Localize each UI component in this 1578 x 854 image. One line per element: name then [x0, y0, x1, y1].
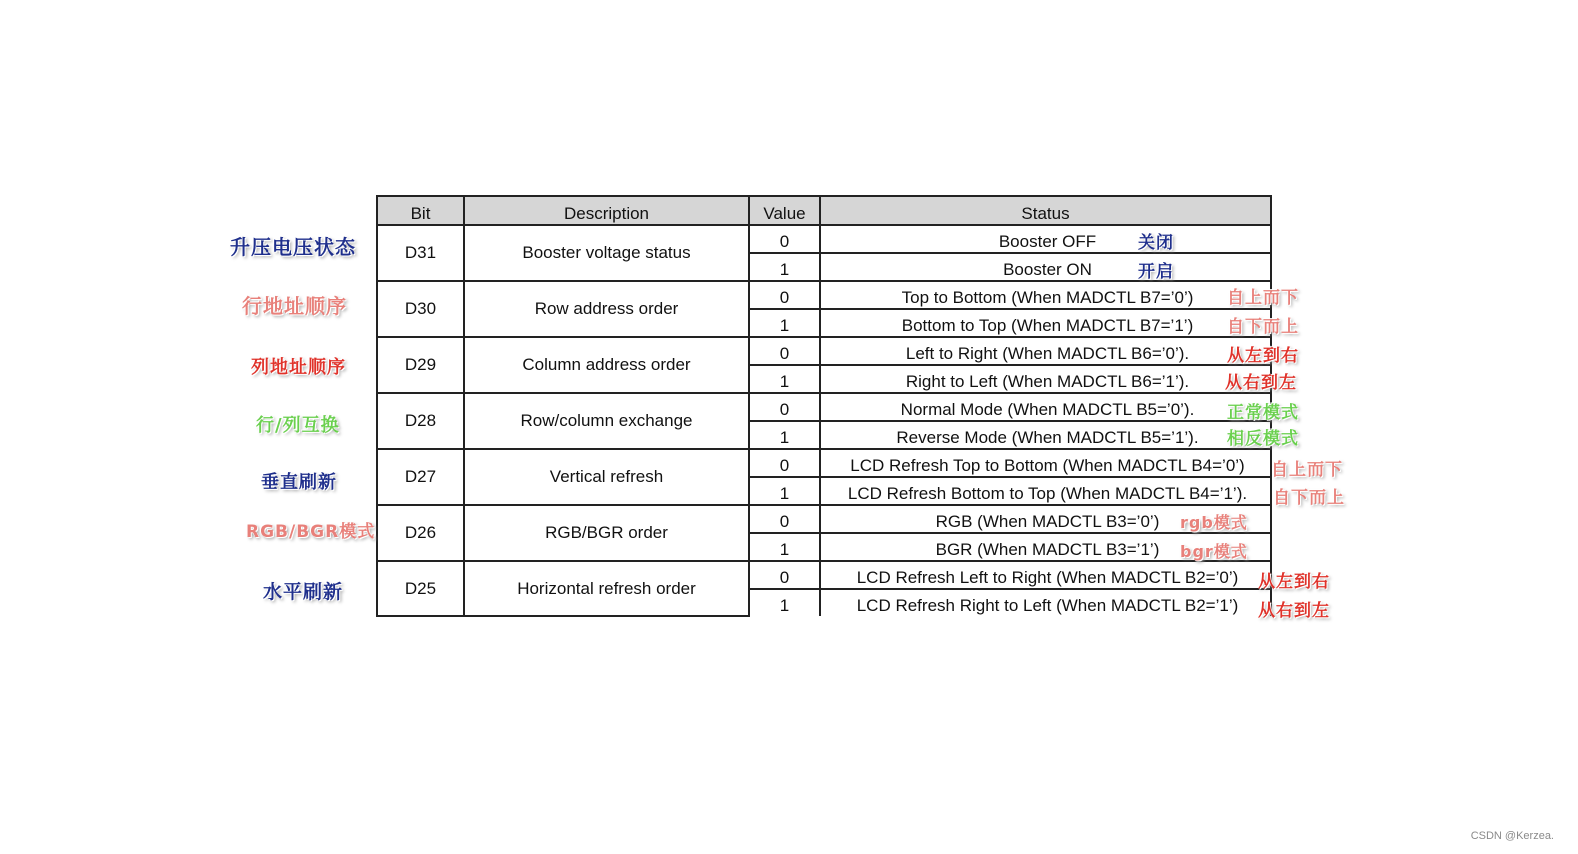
- annotation-vertical-refresh: 垂直刷新: [261, 472, 337, 493]
- table-row: [377, 337, 1271, 365]
- status-cell: RGB (When MADCTL B3=’0’): [820, 505, 1271, 533]
- annotation-rgb-bgr: RGB/BGR模式: [246, 522, 376, 542]
- annotation-booster-status: 升压电压状态: [230, 235, 356, 259]
- bit-cell: D27: [377, 449, 464, 505]
- description-cell: Booster voltage status: [464, 225, 749, 281]
- table-row: [377, 505, 1271, 533]
- annotation-right-to-left: 从右到左: [1225, 373, 1297, 393]
- header-status: Status: [820, 196, 1271, 225]
- value-cell: 1: [749, 421, 820, 449]
- description-cell: RGB/BGR order: [464, 505, 749, 561]
- annotation-lcd-top-to-bottom: 自上而下: [1271, 460, 1343, 480]
- status-cell: LCD Refresh Top to Bottom (When MADCTL B4=’0’): [820, 449, 1271, 477]
- bit-cell: D31: [377, 225, 464, 281]
- status-cell: Reverse Mode (When MADCTL B5=’1’).: [820, 421, 1271, 449]
- status-cell: BGR (When MADCTL B3=’1’): [820, 533, 1271, 561]
- header-description: Description: [464, 196, 749, 225]
- watermark: CSDN @Kerzea.: [1470, 830, 1554, 842]
- annotation-bottom-to-top: 自下而上: [1227, 317, 1299, 337]
- value-cell: 1: [749, 253, 820, 281]
- table-row: [377, 225, 1271, 253]
- status-cell: LCD Refresh Right to Left (When MADCTL B2=’1’): [820, 589, 1271, 616]
- description-cell: Column address order: [464, 337, 749, 393]
- description-cell: Vertical refresh: [464, 449, 749, 505]
- status-cell: Booster OFF: [820, 225, 1271, 253]
- value-cell: 1: [749, 309, 820, 337]
- status-cell: Bottom to Top (When MADCTL B7=’1’): [820, 309, 1271, 337]
- table-header-row: [377, 196, 1271, 225]
- annotation-row-address: 行地址顺序: [242, 294, 347, 318]
- annotation-left-to-right: 从左到右: [1227, 346, 1299, 366]
- annotation-lcd-right-to-left: 从右到左: [1258, 601, 1330, 621]
- status-cell: Top to Bottom (When MADCTL B7=’0’): [820, 281, 1271, 309]
- annotation-top-to-bottom: 自上而下: [1227, 288, 1299, 308]
- annotation-bgr-mode: bgr模式: [1180, 542, 1248, 561]
- status-cell: Left to Right (When MADCTL B6=’0’).: [820, 337, 1271, 365]
- value-cell: 0: [749, 225, 820, 253]
- bit-cell: D25: [377, 561, 464, 616]
- description-cell: Horizontal refresh order: [464, 561, 749, 616]
- bit-cell: D28: [377, 393, 464, 449]
- table-row: [377, 449, 1271, 477]
- table-row: [377, 281, 1271, 309]
- status-cell: Normal Mode (When MADCTL B5=’0’).: [820, 393, 1271, 421]
- value-cell: 0: [749, 281, 820, 309]
- annotation-lcd-left-to-right: 从左到右: [1258, 572, 1330, 592]
- description-cell: Row/column exchange: [464, 393, 749, 449]
- value-cell: 0: [749, 449, 820, 477]
- status-cell: LCD Refresh Bottom to Top (When MADCTL B4=’1’).: [820, 477, 1271, 505]
- value-cell: 1: [749, 365, 820, 393]
- annotation-normal-mode: 正常模式: [1227, 403, 1299, 423]
- annotation-rgb-mode: rgb模式: [1180, 513, 1248, 532]
- value-cell: 1: [749, 477, 820, 505]
- description-cell: Row address order: [464, 281, 749, 337]
- bit-cell: D26: [377, 505, 464, 561]
- value-cell: 0: [749, 505, 820, 533]
- status-cell: Right to Left (When MADCTL B6=’1’).: [820, 365, 1271, 393]
- bit-cell: D29: [377, 337, 464, 393]
- status-cell: Booster ON: [820, 253, 1271, 281]
- value-cell: 1: [749, 589, 820, 616]
- annotation-reverse-mode: 相反模式: [1227, 429, 1299, 449]
- annotation-on: 开启: [1138, 262, 1174, 282]
- value-cell: 0: [749, 561, 820, 589]
- bit-cell: D30: [377, 281, 464, 337]
- value-cell: 0: [749, 393, 820, 421]
- annotation-lcd-bottom-to-top: 自下而上: [1273, 488, 1345, 508]
- value-cell: 1: [749, 533, 820, 561]
- value-cell: 0: [749, 337, 820, 365]
- header-bit: Bit: [377, 196, 464, 225]
- annotation-off: 关闭: [1138, 233, 1174, 253]
- header-value: Value: [749, 196, 820, 225]
- table-row: [377, 561, 1271, 589]
- annotation-column-address: 列地址顺序: [251, 357, 346, 378]
- annotation-row-column-exchange: 行/列互换: [256, 415, 340, 436]
- table-row: [377, 393, 1271, 421]
- status-cell: LCD Refresh Left to Right (When MADCTL B2=’0’): [820, 561, 1271, 589]
- annotation-horizontal-refresh: 水平刷新: [263, 581, 344, 603]
